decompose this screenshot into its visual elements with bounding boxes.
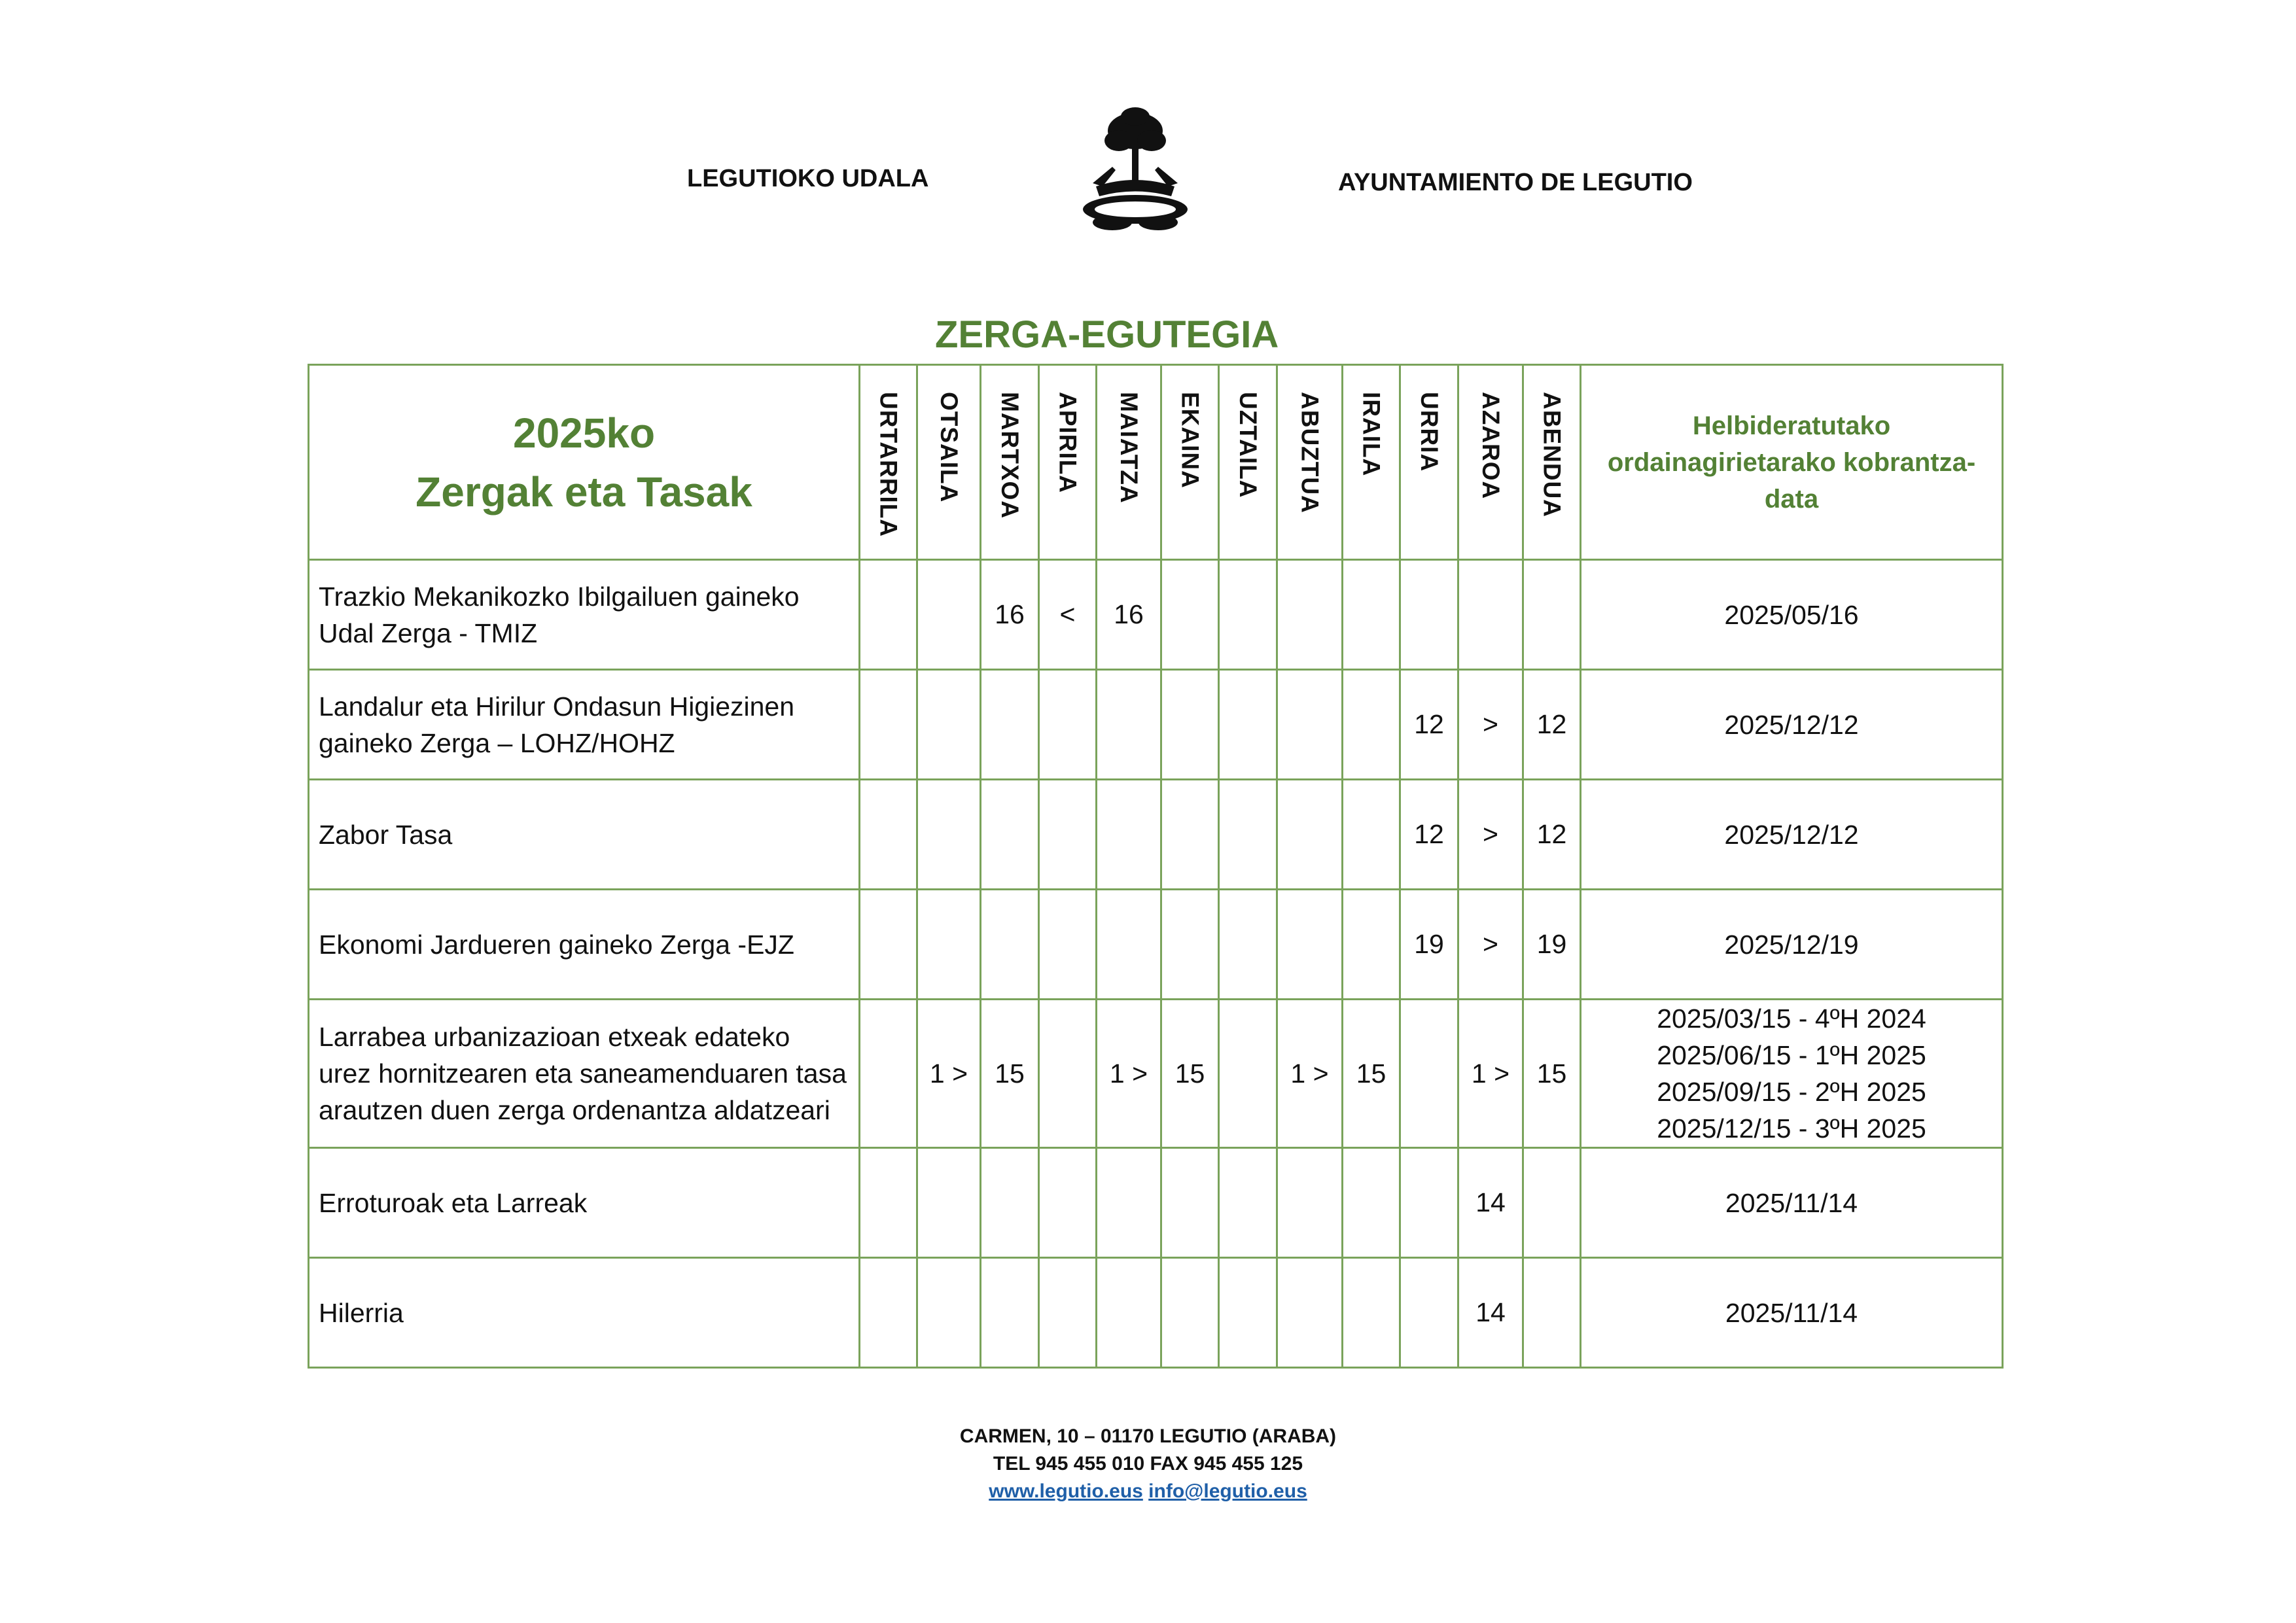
- collection-date-cell: 2025/12/12: [1581, 780, 2003, 890]
- month-cell: [1343, 1148, 1400, 1258]
- month-cell: <: [1039, 560, 1097, 670]
- month-cell: [1277, 780, 1343, 890]
- month-cell: [1039, 1258, 1097, 1368]
- month-cell: [1219, 1000, 1277, 1148]
- month-cell: [1097, 780, 1161, 890]
- table-row: [309, 1000, 2003, 1148]
- month-header: [1219, 365, 1277, 560]
- month-cell: [1343, 1258, 1400, 1368]
- collection-date-line: 2025/03/15 - 4ºH 2024: [1657, 1003, 1926, 1034]
- month-cell: [981, 670, 1039, 780]
- month-cell: [1097, 670, 1161, 780]
- header-left: LEGUTIOKO UDALA: [687, 165, 929, 192]
- month-cell: [1277, 890, 1343, 1000]
- month-cell: [1277, 1148, 1343, 1258]
- month-header: [1400, 365, 1458, 560]
- month-cell: [1039, 670, 1097, 780]
- collection-date-cell: 2025/05/16: [1581, 560, 2003, 670]
- month-cell: 16: [981, 560, 1039, 670]
- table-row: [309, 670, 2003, 780]
- month-cell: 12: [1400, 670, 1458, 780]
- table-title-subtitle: Zergak eta Tasak: [415, 468, 752, 515]
- tax-calendar-table: [308, 364, 2004, 1369]
- month-header: [860, 365, 917, 560]
- month-cell: 16: [1097, 560, 1161, 670]
- tax-name-cell: Erroturoak eta Larreak: [309, 1148, 860, 1258]
- month-cell: [1277, 670, 1343, 780]
- month-cell: [1400, 1000, 1458, 1148]
- month-cell: [917, 890, 981, 1000]
- month-cell: [981, 1258, 1039, 1368]
- month-cell: [1219, 890, 1277, 1000]
- month-label: MAIATZA: [1116, 392, 1142, 504]
- table-header-row: [309, 365, 2003, 560]
- month-cell: [917, 670, 981, 780]
- month-cell: [1161, 560, 1219, 670]
- month-cell: [917, 1258, 981, 1368]
- collection-date-line: 2025/09/15 - 2ºH 2025: [1657, 1077, 1926, 1107]
- collection-date-cell: 2025/12/12: [1581, 670, 2003, 780]
- month-cell: [1219, 670, 1277, 780]
- month-cell: [1277, 560, 1343, 670]
- month-cell: [1400, 1148, 1458, 1258]
- month-cell: [1400, 1258, 1458, 1368]
- month-cell: >: [1458, 780, 1523, 890]
- month-cell: [917, 1148, 981, 1258]
- month-cell: [1523, 1148, 1581, 1258]
- month-header: [1523, 365, 1581, 560]
- month-label: AZAROA: [1477, 392, 1504, 500]
- table-row: [309, 780, 2003, 890]
- month-cell: [917, 780, 981, 890]
- month-cell: 19: [1523, 890, 1581, 1000]
- table-title-year: 2025ko: [512, 409, 656, 457]
- month-cell: 12: [1523, 670, 1581, 780]
- month-label: OTSAILA: [936, 392, 963, 503]
- month-header: [1039, 365, 1097, 560]
- month-label: UZTAILA: [1235, 392, 1262, 498]
- month-cell: 1 >: [1277, 1000, 1343, 1148]
- month-label: URRIA: [1416, 392, 1443, 472]
- month-cell: 15: [1161, 1000, 1219, 1148]
- month-label: ABUZTUA: [1296, 392, 1324, 514]
- document-title: ZERGA-EGUTEGIA: [935, 313, 1279, 356]
- month-cell: [1097, 890, 1161, 1000]
- website-link[interactable]: www.legutio.eus: [989, 1480, 1143, 1502]
- month-cell: 1 >: [1097, 1000, 1161, 1148]
- tax-name-cell: Trazkio Mekanikozko Ibilgailuen gaineko Udal Zerga - TMIZ: [309, 560, 860, 670]
- month-cell: >: [1458, 670, 1523, 780]
- tax-name-cell: Zabor Tasa: [309, 780, 860, 890]
- tax-name-cell: Ekonomi Jardueren gaineko Zerga -EJZ: [309, 890, 860, 1000]
- month-cell: [1523, 1258, 1581, 1368]
- month-cell: [1161, 670, 1219, 780]
- collection-date-cell: 2025/11/14: [1581, 1148, 2003, 1258]
- month-cell: [860, 890, 917, 1000]
- collection-date-cell: 2025/12/19: [1581, 890, 2003, 1000]
- month-header: [1458, 365, 1523, 560]
- month-cell: [1039, 890, 1097, 1000]
- month-cell: 14: [1458, 1258, 1523, 1368]
- collection-date-cell: [1581, 1000, 2003, 1148]
- month-cell: [1343, 560, 1400, 670]
- footer-links: [0, 1478, 2296, 1505]
- email-link[interactable]: info@legutio.eus: [1148, 1480, 1307, 1502]
- month-cell: [1458, 560, 1523, 670]
- month-cell: [1219, 1148, 1277, 1258]
- month-label: IRAILA: [1358, 392, 1385, 477]
- month-cell: 14: [1458, 1148, 1523, 1258]
- footer: [0, 1423, 2296, 1505]
- month-cell: [1097, 1148, 1161, 1258]
- month-label: ABENDUA: [1538, 392, 1566, 517]
- month-cell: [860, 780, 917, 890]
- month-label: EKAINA: [1176, 392, 1204, 489]
- month-cell: [1161, 1148, 1219, 1258]
- month-cell: [1039, 780, 1097, 890]
- month-cell: [1097, 1258, 1161, 1368]
- month-cell: [860, 1000, 917, 1148]
- month-cell: [860, 1148, 917, 1258]
- month-cell: [1523, 560, 1581, 670]
- table-row: [309, 1258, 2003, 1368]
- month-cell: [860, 670, 917, 780]
- tax-name-cell: Hilerria: [309, 1258, 860, 1368]
- table-row: [309, 890, 2003, 1000]
- month-cell: 15: [1343, 1000, 1400, 1148]
- month-label: APIRILA: [1054, 392, 1082, 493]
- month-header: [1277, 365, 1343, 560]
- month-cell: [860, 1258, 917, 1368]
- month-cell: [1343, 670, 1400, 780]
- month-cell: [981, 780, 1039, 890]
- month-cell: [1277, 1258, 1343, 1368]
- table-title-cell: [309, 365, 860, 560]
- month-label: MARTXOA: [997, 392, 1023, 519]
- month-cell: [1161, 1258, 1219, 1368]
- month-cell: [1343, 780, 1400, 890]
- table-row: [309, 560, 2003, 670]
- month-header: [1343, 365, 1400, 560]
- month-header: [1161, 365, 1219, 560]
- collection-date-cell: 2025/11/14: [1581, 1258, 2003, 1368]
- month-cell: [981, 890, 1039, 1000]
- tax-name-cell: Larrabea urbanizazioan etxeak edateko urez hornitzearen eta saneamenduaren tasa arautzen duen zerga ordenantza aldatzeari: [309, 1000, 860, 1148]
- month-cell: [917, 560, 981, 670]
- month-cell: [860, 560, 917, 670]
- month-cell: [981, 1148, 1039, 1258]
- month-cell: [1039, 1000, 1097, 1148]
- table-row: [309, 1148, 2003, 1258]
- month-label: URTARRILA: [875, 392, 902, 538]
- tax-name-cell: Landalur eta Hirilur Ondasun Higiezinen gaineko Zerga – LOHZ/HOHZ: [309, 670, 860, 780]
- collection-date-line: 2025/12/15 - 3ºH 2025: [1657, 1113, 1926, 1143]
- month-cell: 12: [1523, 780, 1581, 890]
- month-header: [917, 365, 981, 560]
- month-cell: [1219, 780, 1277, 890]
- collection-date-line: 2025/06/15 - 1ºH 2025: [1657, 1040, 1926, 1070]
- month-cell: [1343, 890, 1400, 1000]
- month-cell: 15: [1523, 1000, 1581, 1148]
- month-cell: 12: [1400, 780, 1458, 890]
- month-cell: [1219, 560, 1277, 670]
- footer-address: CARMEN, 10 – 01170 LEGUTIO (ARABA): [959, 1425, 1337, 1447]
- footer-phone: TEL 945 455 010 FAX 945 455 125: [993, 1453, 1303, 1475]
- month-header: [981, 365, 1039, 560]
- month-header: [1097, 365, 1161, 560]
- month-cell: >: [1458, 890, 1523, 1000]
- month-cell: 1 >: [1458, 1000, 1523, 1148]
- month-cell: [1161, 890, 1219, 1000]
- month-cell: [1039, 1148, 1097, 1258]
- month-cell: [1161, 780, 1219, 890]
- month-cell: [1219, 1258, 1277, 1368]
- month-cell: 15: [981, 1000, 1039, 1148]
- month-cell: [1400, 560, 1458, 670]
- tree-coat-of-arms-icon: [1073, 105, 1197, 236]
- header-right: AYUNTAMIENTO DE LEGUTIO: [1338, 169, 1693, 196]
- collection-date-header: Helbideratutako ordainagirietarako kobrantza-data: [1581, 365, 2003, 560]
- month-cell: 19: [1400, 890, 1458, 1000]
- month-cell: 1 >: [917, 1000, 981, 1148]
